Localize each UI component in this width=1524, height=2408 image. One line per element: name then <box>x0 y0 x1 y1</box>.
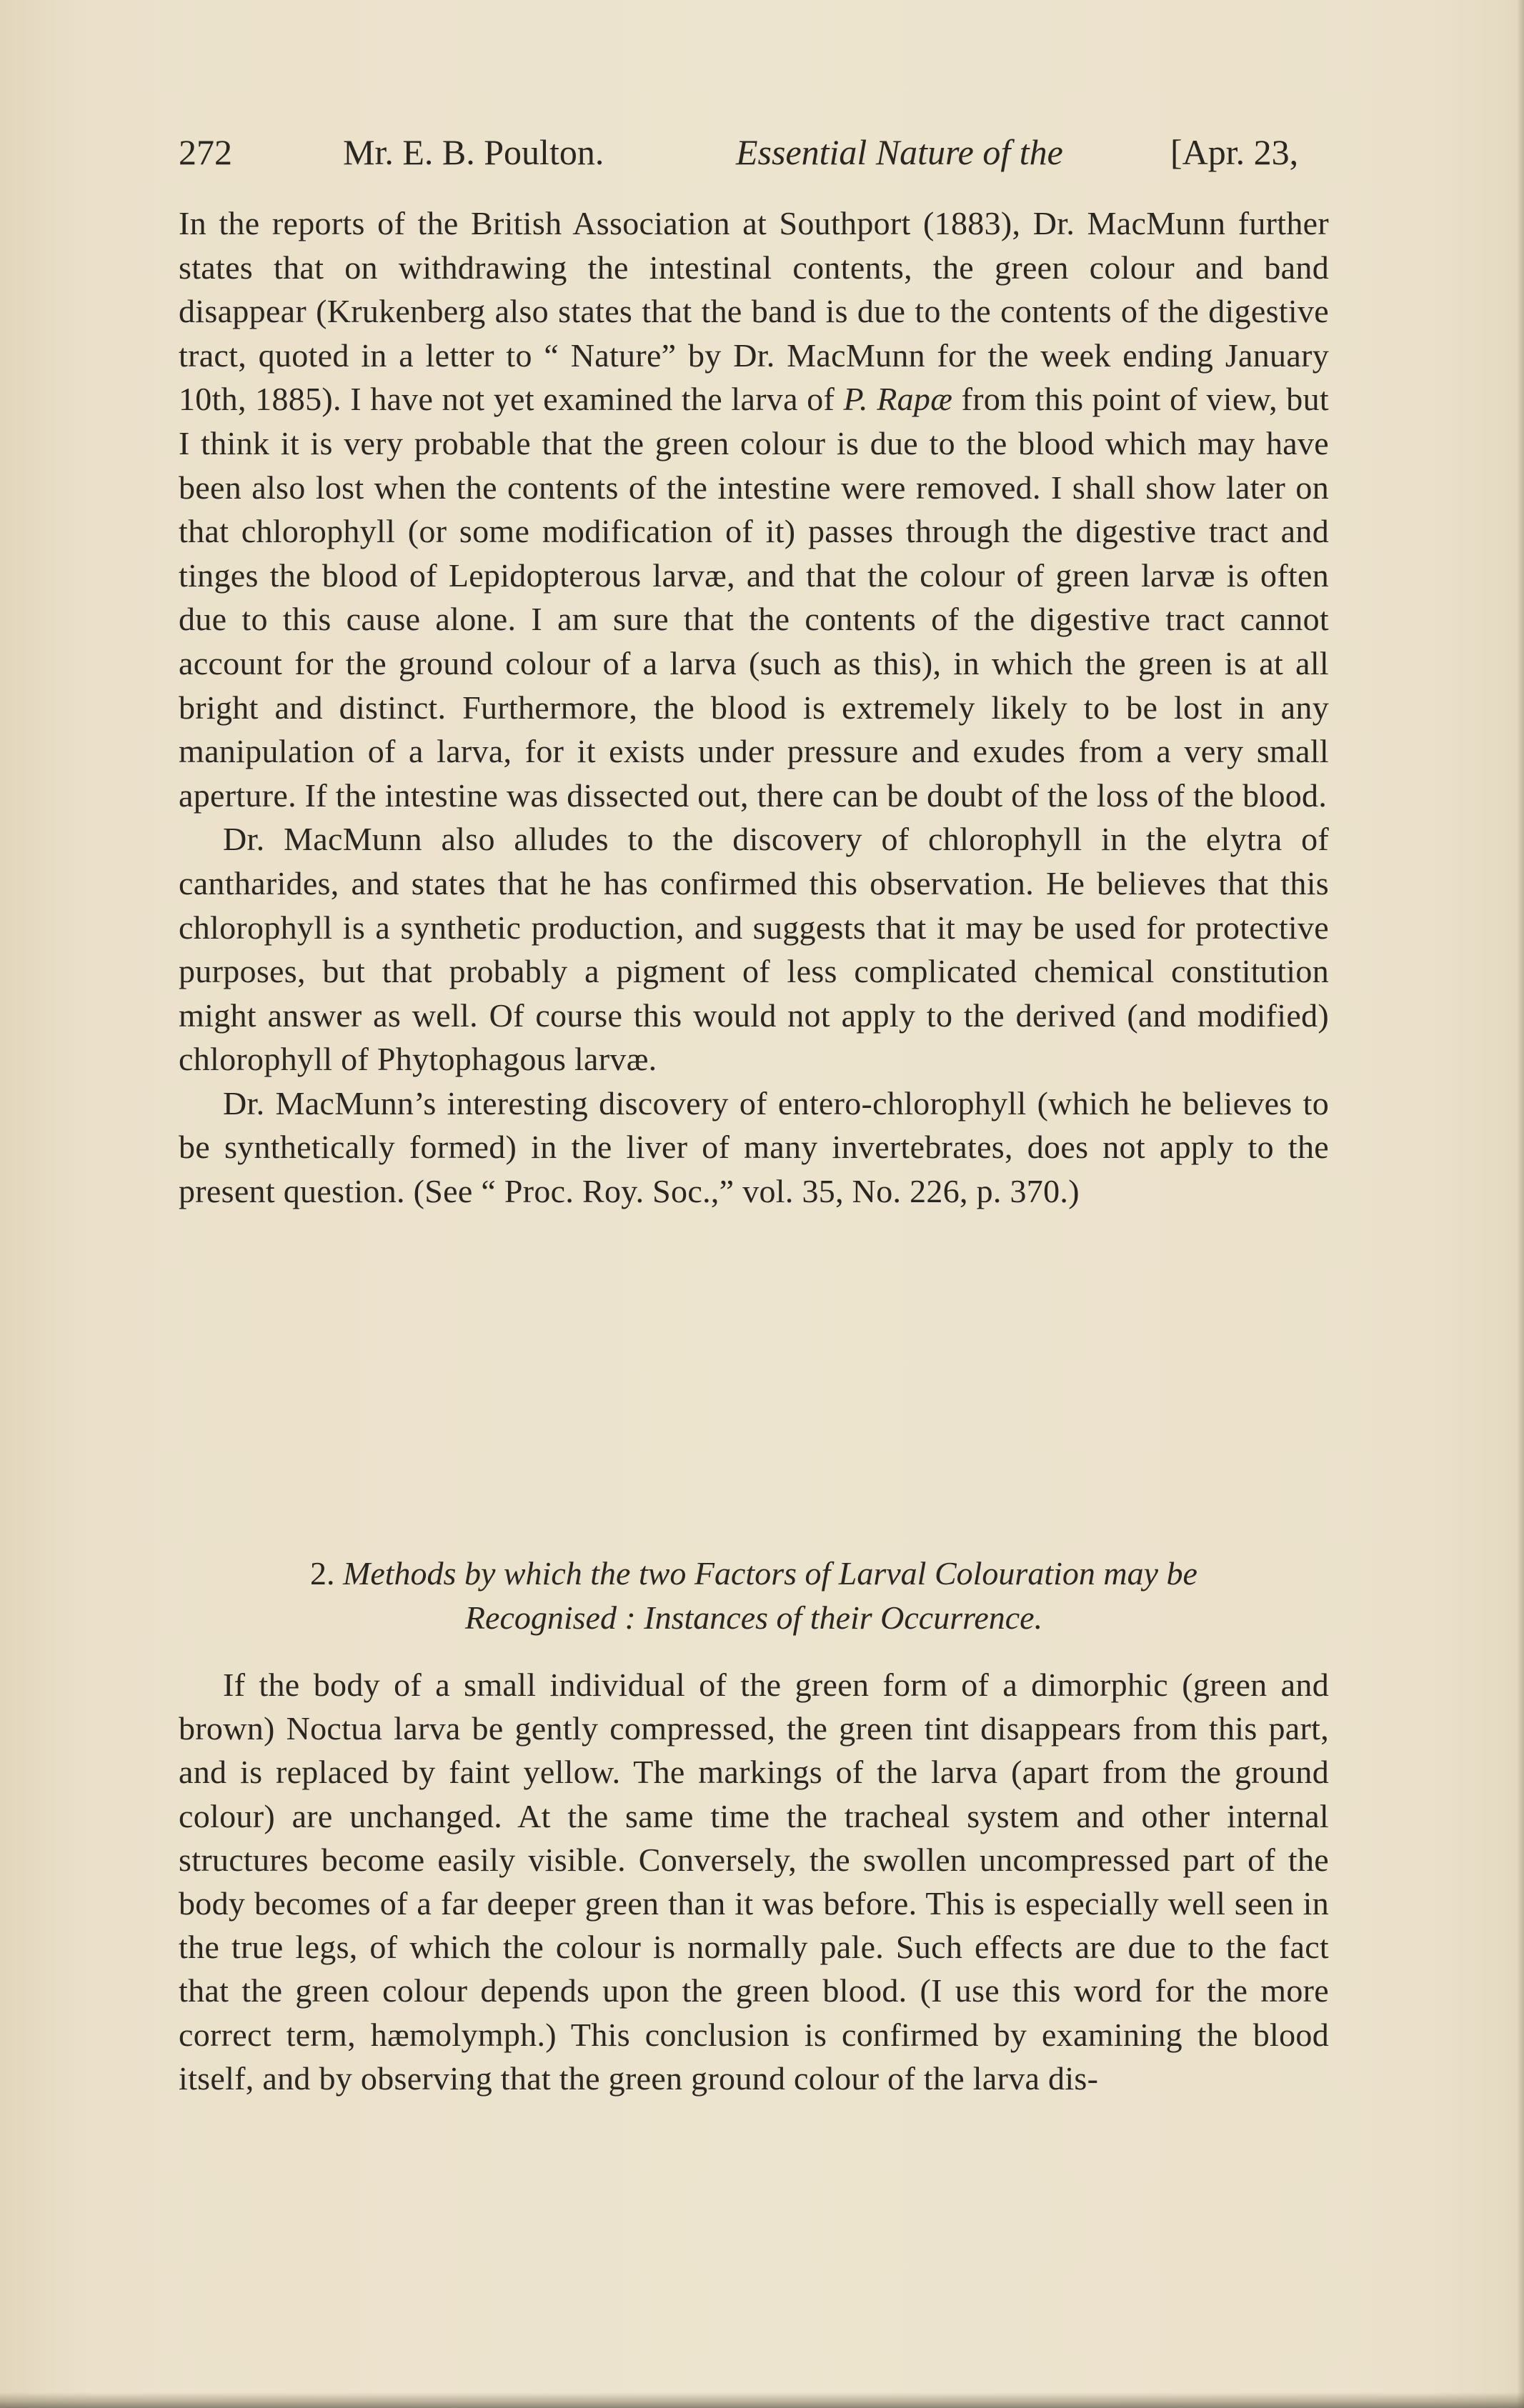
page-number: 272 <box>179 132 232 172</box>
section-heading <box>179 1552 1329 1640</box>
section-title-line-2: Recognised : Instances of their Occurrence. <box>464 1599 1043 1636</box>
section-number: 2. <box>310 1555 335 1592</box>
body-text-lower <box>179 1663 1329 2100</box>
paragraph-3: Dr. MacMunn’s interesting discovery of entero-chlorophyll (which he believes to be synthetically formed) in the liver of many invertebrates, does not apply to the present question. (See “ Proc. Roy. Soc.,” vol. 35, No. 226, p. 370.) <box>179 1084 1329 1210</box>
body-text-upper <box>179 201 1329 1214</box>
paragraph-1-text-b: from this point of view, but I think it is very probable that the green colour is due to the blood which may have been also lost when the contents of the intestine were removed. I shall show later on that chlorophyll (or some modification of it) passes through the digestive tract and tinges the blood of Lepidopterous larvæ, and that the colour of green larvæ is often due to this cause alone. I am sure that the contents of the digestive tract cannot account for the ground colour of a larva (such as this), in which the green is at all bright and distinct. Furthermore, the blood is extremely likely to be lost in any manipulation of a larva, for it exists under pressure and exudes from a very small aperture. If the intestine was dissected out, there can be doubt of the loss of the blood. <box>179 381 1329 814</box>
running-header <box>179 120 1329 177</box>
header-date: [Apr. 23, <box>1170 132 1299 172</box>
paragraph-2: Dr. MacMunn also alludes to the discovery of chlorophyll in the elytra of cantharides, and states that he has confirmed this observation. He believes that this chlorophyll is a synthetic production, and suggests that it may be used for protective purposes, but that probably a pigment of less complicated chemical constitution might answer as well. Of course this would not apply to the derived (and modified) chlorophyll of Phytophagous larvæ. <box>179 821 1329 1078</box>
page-bottom-edge <box>0 2392 1524 2408</box>
paragraph-1 <box>179 201 1329 817</box>
header-title: Essential Nature of the <box>736 132 1063 172</box>
section-title-line-1: Methods by which the two Factors of Larval Colouration may be <box>343 1555 1197 1592</box>
species-name-italic: P. Rapæ <box>843 381 953 418</box>
section-heading-line-1 <box>179 1552 1329 1596</box>
page-edge-shadow <box>1517 0 1524 2408</box>
paragraph-4: If the body of a small individual of the green form of a dimorphic (green and brown) Noctua larva be gently compressed, the green tint disappears from this part, and is replaced by faint yellow. The markings of the larva (apart from the ground colour) are unchanged. At the same time the tracheal system and other internal structures become easily visible. Conversely, the swollen uncompressed part of the body becomes of a far deeper green than it was before. This is especially well seen in the true legs, of which the colour is normally pale. Such effects are due to the fact that the green colour depends upon the green blood. (I use this word for the more correct term, hæmolymph.) This conclusion is confirmed by examining the blood itself, and by observing that the green ground colour of the larva dis- <box>179 1667 1329 2097</box>
paragraph-1-text-a: In the reports of the British Association at Southport (1883), Dr. MacMunn further states that on withdrawing the intestinal contents, the green colour and band disappear (Krukenberg also states that the band is due to the contents of the digestive tract, quoted in a letter to “ Nature” by Dr. MacMunn for the week ending January 10th, 1885). I have not yet examined the larva of <box>179 205 1329 418</box>
header-author: Mr. E. B. Poulton. <box>343 132 604 172</box>
